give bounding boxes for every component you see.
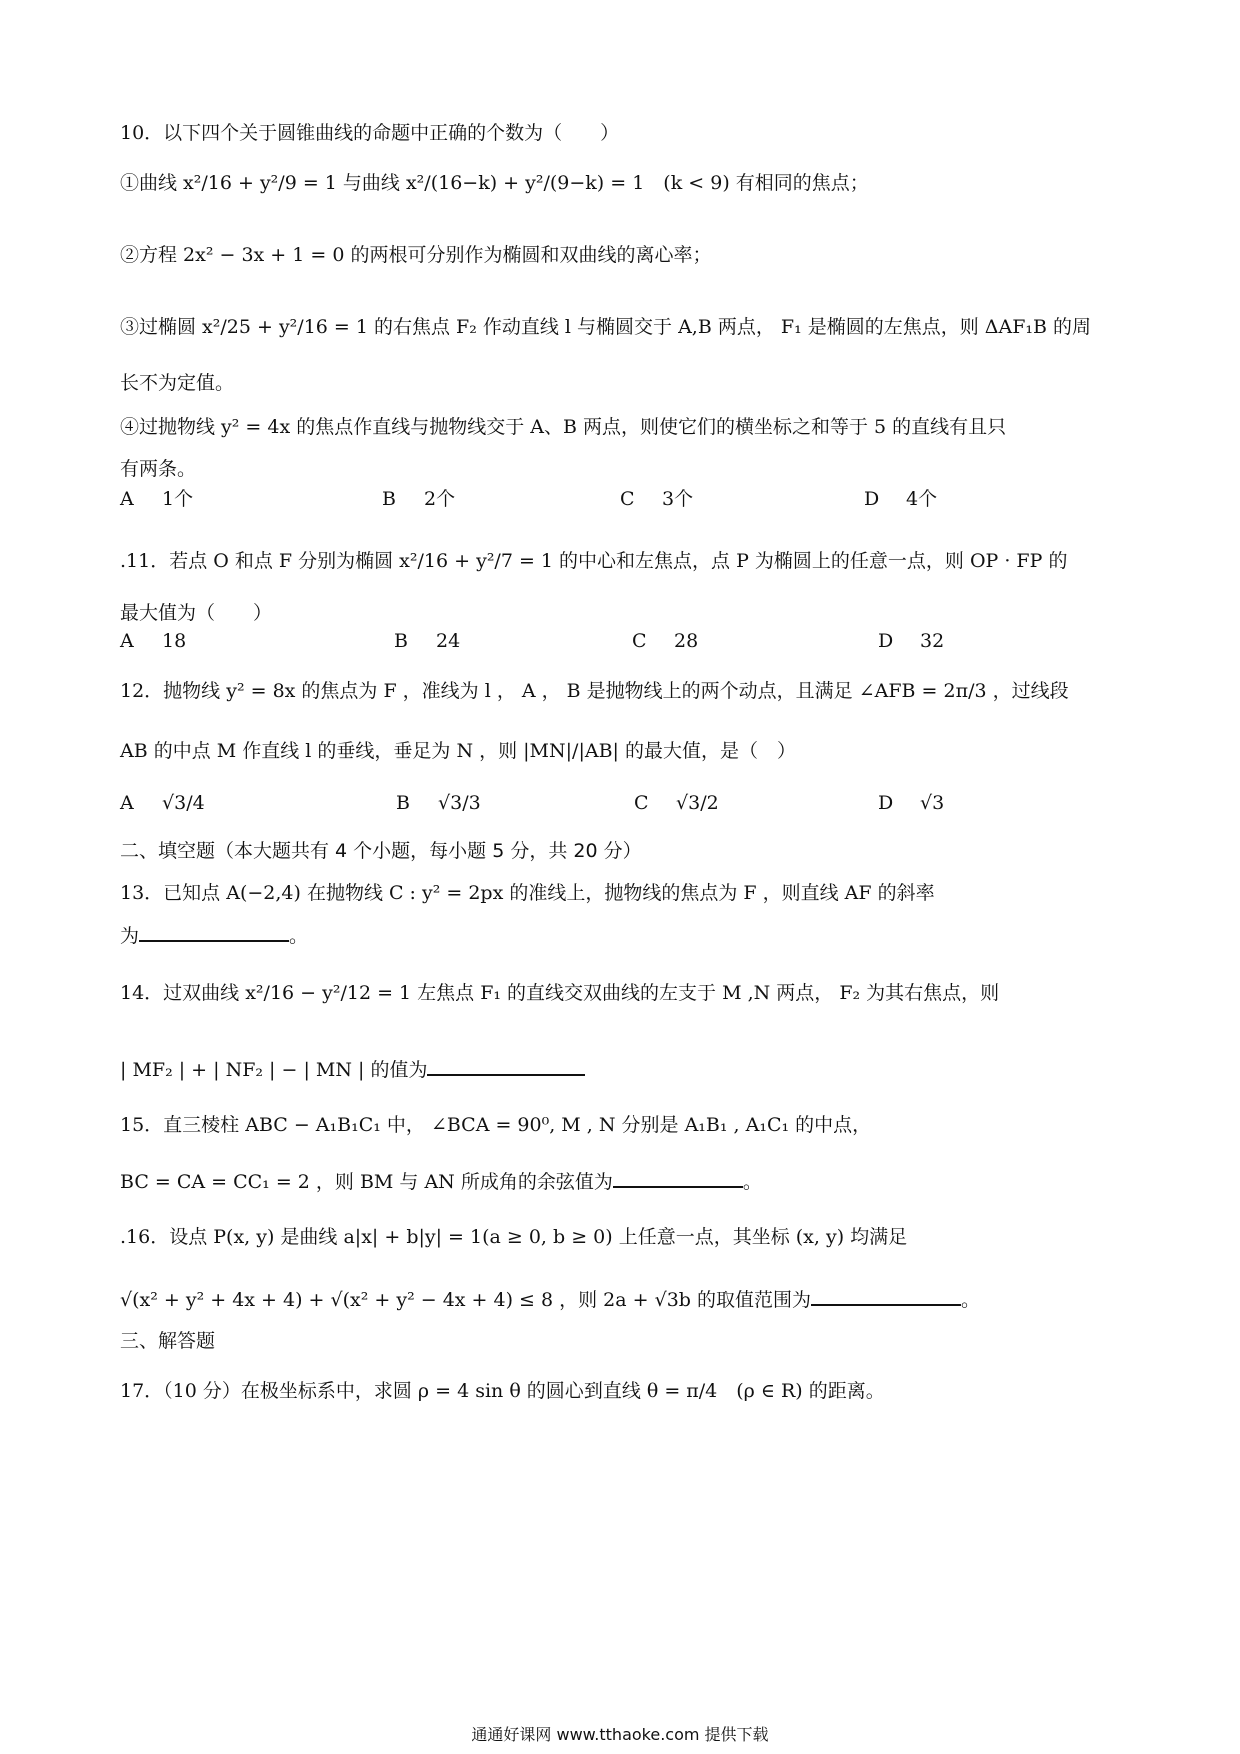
q10-statement-1: ①曲线 x²/16 + y²/9 = 1 与曲线 x²/(16−k) + y²/(9−k) = 1 (k < 9) 有相同的焦点； (120, 172, 869, 194)
q12-stem: 12．抛物线 y² = 8x 的焦点为 F ，准线为 l ， A ， B 是抛物线上的两个动点，且满足 ∠AFB = 2π/3 ，过线段 (120, 680, 1069, 702)
q12-option-a: A √3/4 (120, 792, 205, 814)
section-answer-heading: 三、解答题 (120, 1330, 216, 1352)
q10-statement-4-cont: 有两条。 (120, 458, 197, 480)
q10-option-c: C 3个 (620, 488, 694, 510)
q15-stem: 15．直三棱柱 ABC − A₁B₁C₁ 中， ∠BCA = 90⁰, M , N 分别是 A₁B₁ , A₁C₁ 的中点， (120, 1114, 872, 1136)
q16-stem: .16．设点 P(x, y) 是曲线 a|x| + b|y| = 1(a ≥ 0, b ≥ 0) 上任意一点，其坐标 (x, y) 均满足 (120, 1226, 908, 1248)
q12-options (120, 792, 1140, 822)
q11-option-c: C 28 (632, 630, 699, 652)
q10-option-a: A 1个 (120, 488, 194, 510)
q10-statement-4: ④过抛物线 y² = 4x 的焦点作直线与抛物线交于 A、B 两点，则使它们的横坐标之和等于 5 的直线有且只 (120, 416, 1007, 438)
q15-answer-blank[interactable] (613, 1166, 743, 1188)
q11-option-b: B 24 (394, 630, 461, 652)
q14-answer-blank[interactable] (427, 1054, 585, 1076)
q15-answer-line: BC = CA = CC₁ = 2 ，则 BM 与 AN 所成角的余弦值为 。 (120, 1166, 762, 1197)
q12-option-b: B √3/3 (396, 792, 481, 814)
q10-option-b: B 2个 (382, 488, 456, 510)
q14-answer-line: | MF₂ | + | NF₂ | − | MN | 的值为 (120, 1054, 585, 1085)
q11-stem-cont: 最大值为（ ） (120, 602, 273, 624)
q10-statement-3: ③过椭圆 x²/25 + y²/16 = 1 的右焦点 F₂ 作动直线 l 与椭圆交于 A,B 两点， F₁ 是椭圆的左焦点，则 ΔAF₁B 的周 (120, 316, 1092, 338)
q10-statement-2: ②方程 2x² − 3x + 1 = 0 的两根可分别作为椭圆和双曲线的离心率； (120, 244, 712, 266)
section-fill-in-heading: 二、填空题（本大题共有 4 个小题，每小题 5 分，共 20 分） (120, 840, 642, 862)
q13-stem: 13．已知点 A(−2,4) 在抛物线 C : y² = 2px 的准线上，抛物线的焦点为 F ，则直线 AF 的斜率 (120, 882, 935, 904)
q10-option-d: D 4个 (864, 488, 938, 510)
q10-statement-3-cont: 长不为定值。 (120, 372, 235, 394)
q11-stem: .11．若点 O 和点 F 分别为椭圆 x²/16 + y²/7 = 1 的中心和左焦点，点 P 为椭圆上的任意一点，则 OP · FP 的 (120, 550, 1068, 572)
q11-option-a: A 18 (120, 630, 187, 652)
q13-answer-blank[interactable] (139, 920, 289, 942)
q17-stem: 17．（10 分）在极坐标系中，求圆 ρ = 4 sin θ 的圆心到直线 θ = π/4 (ρ ∈ R) 的距离。 (120, 1380, 885, 1402)
q10-options (120, 484, 1140, 514)
q16-answer-blank[interactable] (811, 1284, 961, 1306)
q10-stem: 10．以下四个关于圆锥曲线的命题中正确的个数为（ ） (120, 122, 620, 144)
q14-stem: 14．过双曲线 x²/16 − y²/12 = 1 左焦点 F₁ 的直线交双曲线的左支于 M ,N 两点， F₂ 为其右焦点，则 (120, 982, 1000, 1004)
q12-stem-cont: AB 的中点 M 作直线 l 的垂线，垂足为 N ，则 |MN|/|AB| 的最大值，是（ ） (120, 740, 796, 762)
q13-answer-line: 为 。 (120, 920, 308, 951)
q11-options (120, 630, 1140, 660)
q12-option-c: C √3/2 (634, 792, 719, 814)
q16-answer-line: √(x² + y² + 4x + 4) + √(x² + y² − 4x + 4) ≤ 8 ，则 2a + √3b 的取值范围为 。 (120, 1284, 980, 1315)
q12-option-d: D √3 (878, 792, 945, 814)
page-footer: 通通好课网 www.tthaoke.com 提供下载 (471, 1725, 769, 1744)
q11-option-d: D 32 (878, 630, 945, 652)
